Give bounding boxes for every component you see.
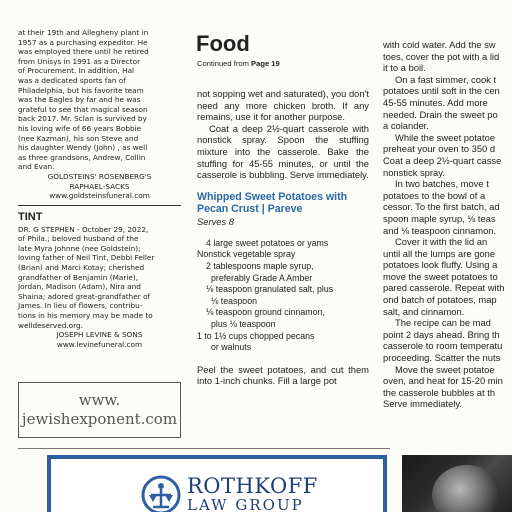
obituary-line: back 2017. Mr. Sclan is survived by (18, 114, 147, 124)
continued-prefix: Continued from (197, 59, 252, 68)
photo-ad[interactable] (402, 455, 512, 512)
ingredient-line: preferably Grade A Amber (211, 272, 313, 283)
section-title: Food (196, 31, 250, 56)
article-line: preheat your oven to 350 d (383, 143, 496, 155)
obituary-line: and Evan. (18, 162, 55, 172)
article-line: it to a boil. (383, 62, 426, 74)
ingredient-line: or walnuts (211, 342, 252, 353)
article-line: potatoes until soft in the cen (383, 85, 500, 97)
obituary-line: his loving wife of 66 years Bobbie (18, 123, 142, 133)
obituary-line: James. In lieu of flowers, contribu- (18, 301, 143, 311)
article-column-main (197, 88, 369, 387)
ingredient-line: plus ⅛ teaspoon (211, 318, 276, 329)
funeral-home-line: www.levinefuneral.com (56, 339, 143, 349)
ingredient-line: 1 to 1½ cups chopped pecans (197, 330, 315, 341)
obituary-line: his daughter Wendy (John) , as well (18, 143, 148, 153)
obituary-line: was the Eagles by far and he was (18, 95, 141, 105)
article-line: The recipe can be mad (395, 317, 491, 329)
obituary-line: Shaina; adored great-grandfather of (18, 291, 151, 301)
funeral-home-line: www.goldsteinsfuneral.com (49, 191, 150, 201)
funeral-home-line: GOLDSTEINS' ROSENBERG'S (47, 171, 152, 181)
ingredient-line: ⅛ teaspoon ground cinnamon, (206, 307, 325, 318)
ingredient-list (197, 238, 369, 354)
continued-line (197, 59, 280, 68)
article-line: cessor. To the first batch, ad (383, 201, 500, 213)
obituary-line: DR. G STEPHEN - October 29, 2022, (18, 224, 149, 234)
article-line: until all the lumps are gone (383, 247, 496, 259)
obituary-line: welldeserved.org. (18, 320, 83, 330)
ingredient-line: 2 tablespoons maple syrup, (206, 260, 314, 271)
obituary-line: 1957 as a purchasing expeditor. He (18, 37, 148, 47)
obituary-sclan-funeral-home (18, 172, 181, 201)
obituary-line: of Procurement. In addition, Hal (18, 66, 135, 76)
article-line: 45-55 minutes. Add more (383, 96, 488, 108)
obituary-line: as three grandsons, Andrew, Collin (18, 152, 146, 162)
obituary-line: was employed there until he retired (18, 47, 149, 57)
article-line: Serve immediately. (383, 398, 463, 410)
obituary-line: Philadelphia, but his favorite team (18, 85, 144, 95)
recipe-title: Whipped Sweet Potatoes with Pecan Crust | Pareve (197, 190, 348, 215)
obituary-line: at their 19th and Allegheny plant in (18, 28, 149, 37)
obituary-line: (Brian) and Marci Kotay; cherished (18, 263, 145, 273)
scales-icon (141, 475, 181, 512)
article-line: oven, and heat for 15-20 min (383, 375, 503, 387)
article-line: with cold water. Add the sw (383, 39, 496, 50)
ingredient-line: ⅛ teaspoon (211, 295, 257, 306)
obituary-line: Jordan, Madison (Adam), Nira and (18, 282, 141, 292)
article-line: the casserole bubbles at th (383, 386, 496, 398)
article-line: While the sweet potatoe (395, 131, 496, 143)
article-line: Move the sweet potatoe (395, 363, 495, 375)
obituary-line: late Myra Johnne (nee Goldstein); (18, 243, 141, 253)
article-line: pared casserole. Repeat with (383, 282, 505, 294)
photo-ad-image (432, 465, 502, 512)
article-line: Coat a deep 2½-quart casse (383, 154, 502, 166)
obituary-tint-body (18, 225, 181, 331)
obituary-line: grandfather of Benjamin (Marie), (18, 272, 139, 282)
article-line: spoon maple syrup, ⅛ teas (383, 212, 496, 224)
article-line: ond batch of potatoes, map (383, 294, 497, 306)
article-line: potatoes to the bowl of a (383, 189, 486, 201)
article-line: salt, and cinnamon. (383, 305, 465, 317)
funeral-home-line: RAPHAEL-SACKS (69, 181, 130, 191)
article-line: nonstick spray. (383, 166, 445, 178)
law-group-name (187, 475, 318, 512)
obituaries-column (18, 28, 181, 349)
article-column-right (383, 39, 512, 410)
article-line: casserole to room temperatu (383, 340, 503, 352)
article-line: Cover it with the lid an (395, 236, 488, 248)
website-line-2: jewishexponent.com (21, 410, 178, 428)
ingredient-line: ⅛ teaspoon granulated salt, plus (206, 284, 334, 295)
recipe-serves: Serves 8 (197, 216, 234, 228)
obituary-line: was a dedicated sports fan of (18, 75, 126, 85)
obituary-tint-funeral-home (18, 330, 181, 349)
ingredient-line: Nonstick vegetable spray (197, 249, 296, 260)
article-line: a colander. (383, 120, 429, 132)
obituary-line: of Phila.; beloved husband of the (18, 234, 139, 244)
obituary-tint (18, 211, 181, 350)
obituary-line: tions in his memory may be made to (18, 311, 153, 321)
paragraph: not sopping wet and saturated), you don't need any more chicken broth. If any remains, use it for another purpose. (197, 88, 369, 123)
paragraph: Peel the sweet potatoes, and cut them into 1-inch chunks. Fill a large pot (197, 363, 369, 387)
continued-page: Page 19 (251, 59, 280, 68)
article-line: and ⅛ teaspoon cinnamon. (383, 224, 497, 236)
article-line: point 2 days ahead. Bring th (383, 328, 500, 340)
obituary-name: TINT (18, 210, 43, 223)
law-group-name-line2: LAW GROUP (187, 496, 304, 512)
law-group-name-line1: ROTHKOFF (187, 474, 318, 498)
article-line: toes, cover the pot with a lid (383, 50, 500, 62)
obituary-sclan-body (18, 28, 181, 172)
obituary-sclan (18, 28, 181, 201)
obituary-line: loving father of Neil Tint, Debbi Feller (18, 253, 155, 263)
website-line-1: www. (78, 391, 121, 409)
article-line: needed. Drain the sweet po (383, 108, 498, 120)
law-group-ad[interactable] (47, 455, 387, 512)
paragraph: Coat a deep 2½-quart casserole with nonstick spray. Spoon the stuffing mixture into the casserole. Bake the stuffing for 45-55 minutes, or until the casserole is bubbling. Serve immediately. (197, 122, 369, 181)
obituary-line: grateful to see that magical season (18, 104, 148, 114)
article-line: On a fast simmer, cook t (395, 73, 497, 85)
article-line: potatoes look fluffy. Using a (383, 259, 498, 271)
obituary-line: from Unisys in 1991 as a Director (18, 56, 141, 66)
article-line: In two batches, move t (395, 178, 489, 190)
divider (18, 205, 181, 206)
law-group-logo (141, 475, 318, 512)
article-line: move the sweet potatoes to (383, 270, 498, 282)
website-box[interactable] (18, 382, 181, 438)
article-line: proceeding. Scatter the nuts (383, 352, 501, 364)
funeral-home-line: JOSEPH LEVINE & SONS (56, 330, 143, 340)
ingredient-line: 4 large sweet potatoes or yams (206, 237, 329, 248)
obituary-line: (nee Kazman), his son Steve and (18, 133, 139, 143)
